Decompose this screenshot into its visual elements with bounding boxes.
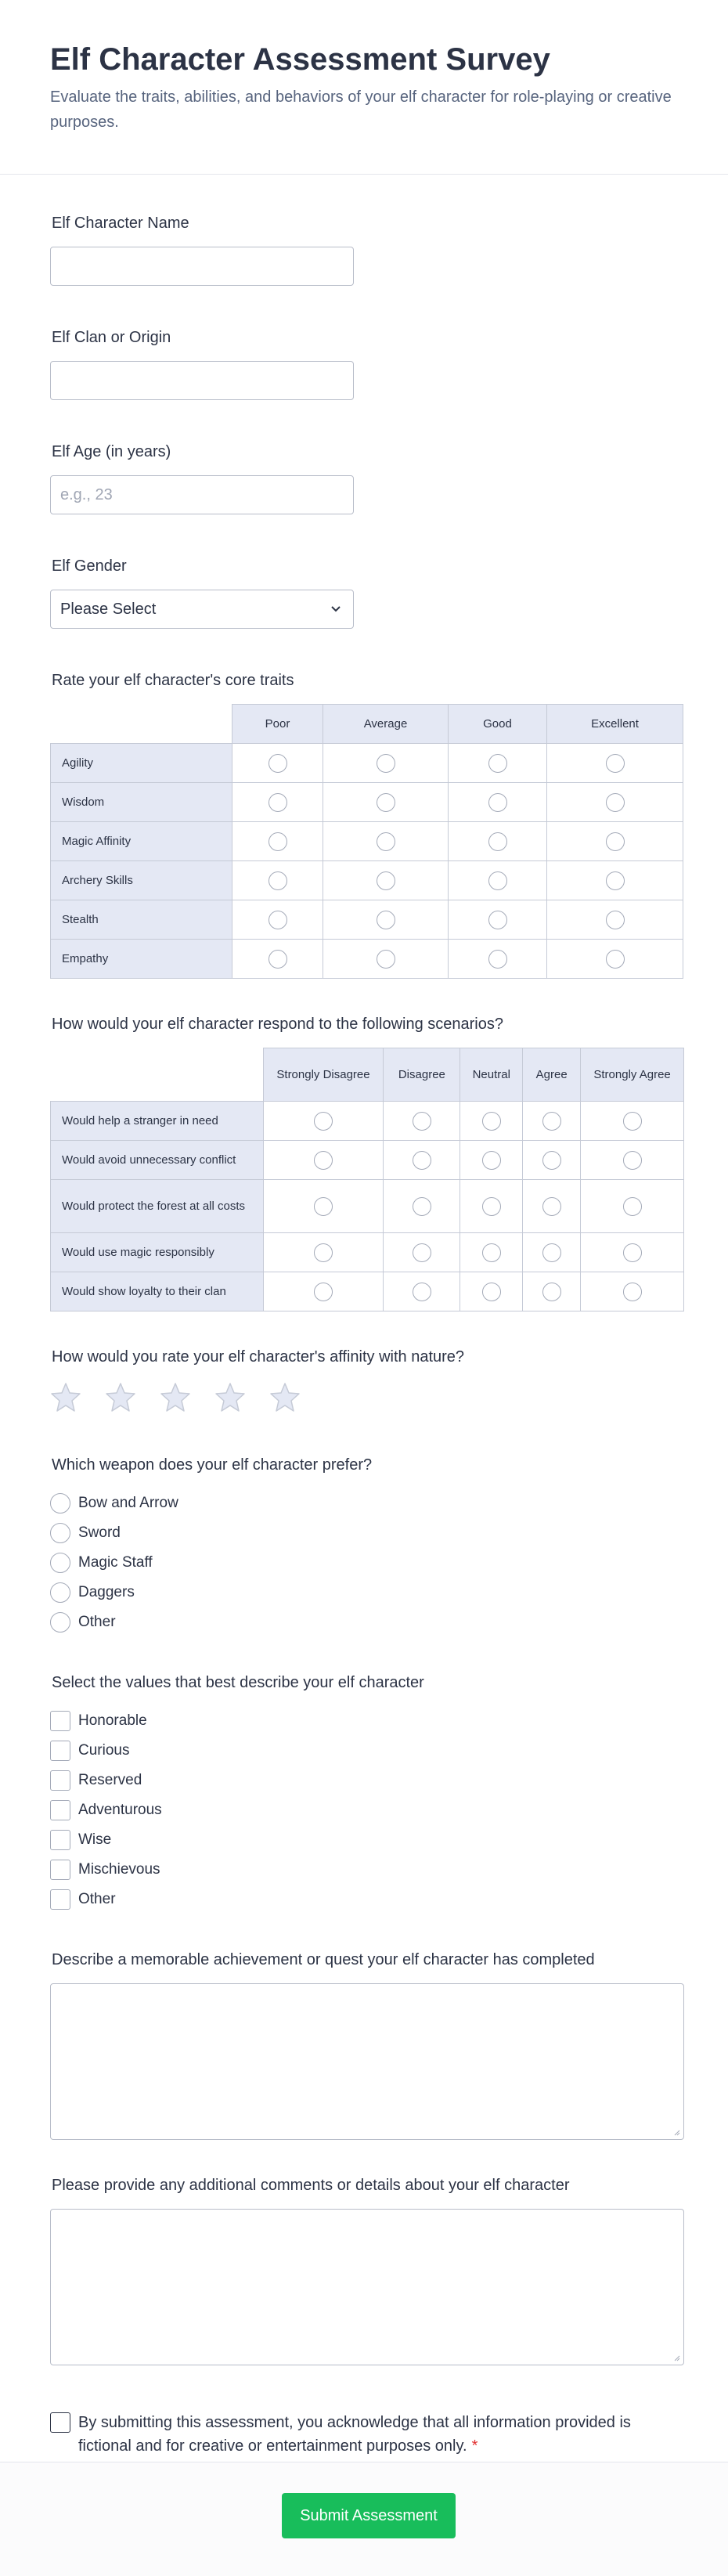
matrix-cell bbox=[581, 1141, 684, 1180]
matrix-cell bbox=[547, 822, 683, 861]
matrix-cell bbox=[323, 783, 449, 822]
gender-select[interactable] bbox=[50, 590, 354, 629]
clan-input[interactable] bbox=[50, 361, 354, 400]
matrix-column-header: Neutral bbox=[460, 1048, 523, 1102]
matrix-cell bbox=[523, 1272, 581, 1311]
matrix-row bbox=[51, 1233, 684, 1272]
matrix-radio[interactable] bbox=[268, 793, 287, 812]
matrix-radio[interactable] bbox=[488, 950, 507, 969]
matrix-row-label: Would use magic responsibly bbox=[51, 1233, 264, 1272]
weapon-option[interactable] bbox=[50, 1548, 684, 1578]
matrix-corner bbox=[51, 705, 232, 744]
resize-grip-icon[interactable] bbox=[672, 2354, 680, 2361]
matrix-cell bbox=[263, 1141, 384, 1180]
matrix-radio[interactable] bbox=[314, 1112, 333, 1131]
consent-text: By submitting this assessment, you acknowledge that all information provided is fictional and for creative or entertainment purposes only. bbox=[78, 2414, 631, 2455]
matrix-cell bbox=[384, 1272, 460, 1311]
matrix-cell bbox=[547, 783, 683, 822]
values-label: Select the values that best describe your elf character bbox=[52, 1674, 424, 1691]
comments-textarea[interactable] bbox=[50, 2209, 684, 2365]
option-label: Magic Staff bbox=[78, 1554, 153, 1571]
matrix-cell bbox=[232, 900, 323, 940]
gender-question bbox=[50, 555, 684, 629]
matrix-row bbox=[51, 940, 683, 979]
matrix-cell bbox=[523, 1141, 581, 1180]
matrix-row-label: Stealth bbox=[51, 900, 232, 940]
matrix-radio[interactable] bbox=[488, 911, 507, 929]
matrix-radio[interactable] bbox=[488, 832, 507, 851]
matrix-radio[interactable] bbox=[606, 832, 625, 851]
matrix-row-label: Would show loyalty to their clan bbox=[51, 1272, 264, 1311]
values-options bbox=[50, 1706, 684, 1914]
matrix-cell bbox=[523, 1233, 581, 1272]
matrix-column-header: Strongly Agree bbox=[581, 1048, 684, 1102]
matrix-row-label: Wisdom bbox=[51, 783, 232, 822]
matrix-radio[interactable] bbox=[413, 1243, 431, 1262]
matrix-radio[interactable] bbox=[488, 754, 507, 773]
star-icon[interactable] bbox=[269, 1382, 301, 1413]
option-label: Curious bbox=[78, 1742, 130, 1759]
weapon-question bbox=[50, 1454, 684, 1637]
matrix-cell bbox=[449, 861, 547, 900]
matrix-cell bbox=[384, 1141, 460, 1180]
option-label: Reserved bbox=[78, 1772, 142, 1788]
matrix-cell bbox=[263, 1180, 384, 1233]
required-asterisk: * bbox=[471, 2437, 478, 2455]
matrix-column-header: Average bbox=[323, 705, 449, 744]
matrix-cell bbox=[460, 1141, 523, 1180]
matrix-cell bbox=[384, 1180, 460, 1233]
option-checkbox[interactable] bbox=[50, 1889, 70, 1910]
matrix-cell bbox=[460, 1102, 523, 1141]
matrix-row bbox=[51, 822, 683, 861]
weapon-option[interactable] bbox=[50, 1518, 684, 1548]
clan-question bbox=[50, 327, 684, 400]
matrix-radio[interactable] bbox=[377, 950, 395, 969]
matrix-column-header: Agree bbox=[523, 1048, 581, 1102]
matrix-radio[interactable] bbox=[413, 1283, 431, 1301]
matrix-cell bbox=[323, 744, 449, 783]
page-subtitle: Evaluate the traits, abilities, and behaviors of your elf character for role-playing or creative purposes. bbox=[50, 88, 672, 131]
matrix-radio[interactable] bbox=[542, 1243, 561, 1262]
matrix-cell bbox=[547, 940, 683, 979]
matrix-cell bbox=[323, 900, 449, 940]
matrix-row bbox=[51, 783, 683, 822]
matrix-radio[interactable] bbox=[542, 1151, 561, 1170]
matrix-radio[interactable] bbox=[606, 950, 625, 969]
option-radio[interactable] bbox=[50, 1553, 70, 1573]
matrix-column-header: Good bbox=[449, 705, 547, 744]
matrix-cell bbox=[523, 1102, 581, 1141]
matrix-cell bbox=[323, 940, 449, 979]
form-header bbox=[0, 0, 728, 175]
matrix-radio[interactable] bbox=[606, 911, 625, 929]
option-label: Other bbox=[78, 1891, 116, 1907]
matrix-radio[interactable] bbox=[377, 793, 395, 812]
matrix-cell bbox=[232, 744, 323, 783]
matrix-radio[interactable] bbox=[542, 1112, 561, 1131]
matrix-cell bbox=[523, 1180, 581, 1233]
matrix-radio[interactable] bbox=[377, 832, 395, 851]
matrix-cell bbox=[449, 744, 547, 783]
matrix-radio[interactable] bbox=[623, 1197, 642, 1216]
weapon-option[interactable] bbox=[50, 1607, 684, 1637]
weapon-option[interactable] bbox=[50, 1488, 684, 1518]
matrix-radio[interactable] bbox=[314, 1283, 333, 1301]
values-option[interactable] bbox=[50, 1885, 684, 1914]
option-checkbox[interactable] bbox=[50, 1770, 70, 1791]
matrix-cell bbox=[263, 1102, 384, 1141]
weapon-label: Which weapon does your elf character prefer? bbox=[52, 1456, 373, 1474]
matrix-row-label: Empathy bbox=[51, 940, 232, 979]
matrix-cell bbox=[449, 940, 547, 979]
matrix-radio[interactable] bbox=[314, 1243, 333, 1262]
option-checkbox[interactable] bbox=[50, 1741, 70, 1761]
matrix-row bbox=[51, 900, 683, 940]
matrix-radio[interactable] bbox=[623, 1112, 642, 1131]
matrix-cell bbox=[449, 783, 547, 822]
option-radio[interactable] bbox=[50, 1493, 70, 1513]
matrix-radio[interactable] bbox=[268, 871, 287, 890]
matrix-cell bbox=[460, 1233, 523, 1272]
values-option[interactable] bbox=[50, 1825, 684, 1855]
matrix-radio[interactable] bbox=[542, 1197, 561, 1216]
form-footer bbox=[0, 2462, 728, 2576]
matrix-radio[interactable] bbox=[606, 754, 625, 773]
option-label: Mischievous bbox=[78, 1861, 160, 1878]
matrix-cell bbox=[449, 822, 547, 861]
matrix-radio[interactable] bbox=[314, 1151, 333, 1170]
option-checkbox[interactable] bbox=[50, 1830, 70, 1850]
matrix-row-label: Magic Affinity bbox=[51, 822, 232, 861]
matrix-corner bbox=[51, 1048, 264, 1102]
matrix-radio[interactable] bbox=[268, 832, 287, 851]
matrix-cell bbox=[581, 1272, 684, 1311]
matrix-radio[interactable] bbox=[606, 793, 625, 812]
matrix-radio[interactable] bbox=[542, 1283, 561, 1301]
option-label: Sword bbox=[78, 1524, 121, 1541]
matrix-cell bbox=[547, 861, 683, 900]
matrix-cell bbox=[232, 861, 323, 900]
option-radio[interactable] bbox=[50, 1523, 70, 1543]
matrix-radio[interactable] bbox=[482, 1283, 501, 1301]
matrix-radio[interactable] bbox=[377, 754, 395, 773]
values-option[interactable] bbox=[50, 1766, 684, 1795]
matrix-radio[interactable] bbox=[268, 754, 287, 773]
option-checkbox[interactable] bbox=[50, 1800, 70, 1820]
values-option[interactable] bbox=[50, 1795, 684, 1825]
star-icon[interactable] bbox=[160, 1382, 191, 1413]
matrix-radio[interactable] bbox=[413, 1112, 431, 1131]
option-label: Bow and Arrow bbox=[78, 1495, 178, 1511]
option-label: Honorable bbox=[78, 1712, 147, 1729]
age-label: Elf Age (in years) bbox=[52, 443, 171, 460]
traits-matrix bbox=[50, 704, 683, 979]
chevron-down-icon bbox=[328, 601, 344, 617]
matrix-radio[interactable] bbox=[488, 871, 507, 890]
matrix-cell bbox=[232, 783, 323, 822]
star-icon[interactable] bbox=[50, 1382, 81, 1413]
option-label: Daggers bbox=[78, 1584, 135, 1600]
achievement-question bbox=[50, 1949, 684, 2140]
matrix-column-header: Strongly Disagree bbox=[263, 1048, 384, 1102]
matrix-cell bbox=[581, 1180, 684, 1233]
matrix-row bbox=[51, 861, 683, 900]
name-question bbox=[50, 212, 684, 286]
name-label: Elf Character Name bbox=[52, 215, 189, 232]
consent-checkbox[interactable] bbox=[50, 2412, 70, 2433]
matrix-row-label: Archery Skills bbox=[51, 861, 232, 900]
values-option[interactable] bbox=[50, 1855, 684, 1885]
values-question bbox=[50, 1672, 684, 1914]
weapon-options bbox=[50, 1488, 684, 1637]
matrix-radio[interactable] bbox=[413, 1197, 431, 1216]
matrix-row-label: Would help a stranger in need bbox=[51, 1102, 264, 1141]
resize-grip-icon[interactable] bbox=[672, 2128, 680, 2136]
comments-question bbox=[50, 2174, 684, 2365]
matrix-row-label: Would avoid unnecessary conflict bbox=[51, 1141, 264, 1180]
matrix-column-header: Excellent bbox=[547, 705, 683, 744]
clan-label: Elf Clan or Origin bbox=[52, 329, 171, 346]
matrix-column-header: Disagree bbox=[384, 1048, 460, 1102]
matrix-radio[interactable] bbox=[482, 1243, 501, 1262]
values-option[interactable] bbox=[50, 1706, 684, 1736]
comments-label: Please provide any additional comments or details about your elf character bbox=[52, 2177, 570, 2194]
matrix-cell bbox=[232, 822, 323, 861]
submit-button[interactable]: Submit Assessment bbox=[282, 2493, 456, 2538]
matrix-cell bbox=[460, 1180, 523, 1233]
achievement-textarea[interactable] bbox=[50, 1983, 684, 2140]
matrix-cell bbox=[581, 1233, 684, 1272]
consent-text-wrap bbox=[78, 2411, 684, 2458]
matrix-radio[interactable] bbox=[623, 1151, 642, 1170]
matrix-radio[interactable] bbox=[314, 1197, 333, 1216]
name-input[interactable] bbox=[50, 247, 354, 286]
matrix-radio[interactable] bbox=[623, 1243, 642, 1262]
consent-question bbox=[50, 2411, 684, 2458]
option-radio[interactable] bbox=[50, 1582, 70, 1603]
matrix-radio[interactable] bbox=[482, 1197, 501, 1216]
traits-label: Rate your elf character's core traits bbox=[52, 672, 294, 689]
form-body bbox=[0, 212, 728, 2458]
matrix-cell bbox=[232, 940, 323, 979]
scenarios-label: How would your elf character respond to the following scenarios? bbox=[52, 1016, 503, 1033]
values-option[interactable] bbox=[50, 1736, 684, 1766]
traits-question bbox=[50, 669, 684, 979]
star-icon[interactable] bbox=[214, 1382, 246, 1413]
matrix-radio[interactable] bbox=[268, 911, 287, 929]
star-icon[interactable] bbox=[105, 1382, 136, 1413]
page-title: Elf Character Assessment Survey bbox=[50, 42, 550, 77]
option-checkbox[interactable] bbox=[50, 1711, 70, 1731]
matrix-radio[interactable] bbox=[377, 871, 395, 890]
matrix-radio[interactable] bbox=[488, 793, 507, 812]
matrix-radio[interactable] bbox=[482, 1112, 501, 1131]
scenarios-matrix bbox=[50, 1048, 684, 1311]
matrix-row bbox=[51, 744, 683, 783]
matrix-row bbox=[51, 1141, 684, 1180]
weapon-option[interactable] bbox=[50, 1578, 684, 1607]
matrix-cell bbox=[384, 1233, 460, 1272]
matrix-cell bbox=[263, 1272, 384, 1311]
option-radio[interactable] bbox=[50, 1612, 70, 1633]
matrix-radio[interactable] bbox=[268, 950, 287, 969]
matrix-cell bbox=[384, 1102, 460, 1141]
option-checkbox[interactable] bbox=[50, 1860, 70, 1880]
matrix-radio[interactable] bbox=[606, 871, 625, 890]
matrix-row bbox=[51, 1102, 684, 1141]
option-label: Wise bbox=[78, 1831, 112, 1848]
matrix-row-label: Would protect the forest at all costs bbox=[51, 1180, 264, 1233]
matrix-cell bbox=[547, 744, 683, 783]
matrix-radio[interactable] bbox=[413, 1151, 431, 1170]
matrix-cell bbox=[460, 1272, 523, 1311]
matrix-cell bbox=[263, 1233, 384, 1272]
matrix-radio[interactable] bbox=[482, 1151, 501, 1170]
matrix-radio[interactable] bbox=[377, 911, 395, 929]
option-label: Adventurous bbox=[78, 1802, 162, 1818]
matrix-row-label: Agility bbox=[51, 744, 232, 783]
gender-select-value: Please Select bbox=[60, 600, 157, 618]
option-label: Other bbox=[78, 1614, 116, 1630]
matrix-column-header: Poor bbox=[232, 705, 323, 744]
matrix-row bbox=[51, 1180, 684, 1233]
matrix-cell bbox=[547, 900, 683, 940]
matrix-cell bbox=[323, 822, 449, 861]
gender-label: Elf Gender bbox=[52, 557, 127, 575]
rating-label: How would you rate your elf character's affinity with nature? bbox=[52, 1348, 465, 1366]
matrix-radio[interactable] bbox=[623, 1283, 642, 1301]
star-rating bbox=[50, 1382, 684, 1413]
age-input[interactable] bbox=[50, 475, 354, 514]
matrix-cell bbox=[449, 900, 547, 940]
matrix-cell bbox=[323, 861, 449, 900]
rating-question bbox=[50, 1346, 684, 1413]
matrix-cell bbox=[581, 1102, 684, 1141]
achievement-label: Describe a memorable achievement or quest your elf character has completed bbox=[52, 1951, 595, 1968]
age-question bbox=[50, 441, 684, 514]
matrix-row bbox=[51, 1272, 684, 1311]
scenarios-question bbox=[50, 1013, 684, 1311]
